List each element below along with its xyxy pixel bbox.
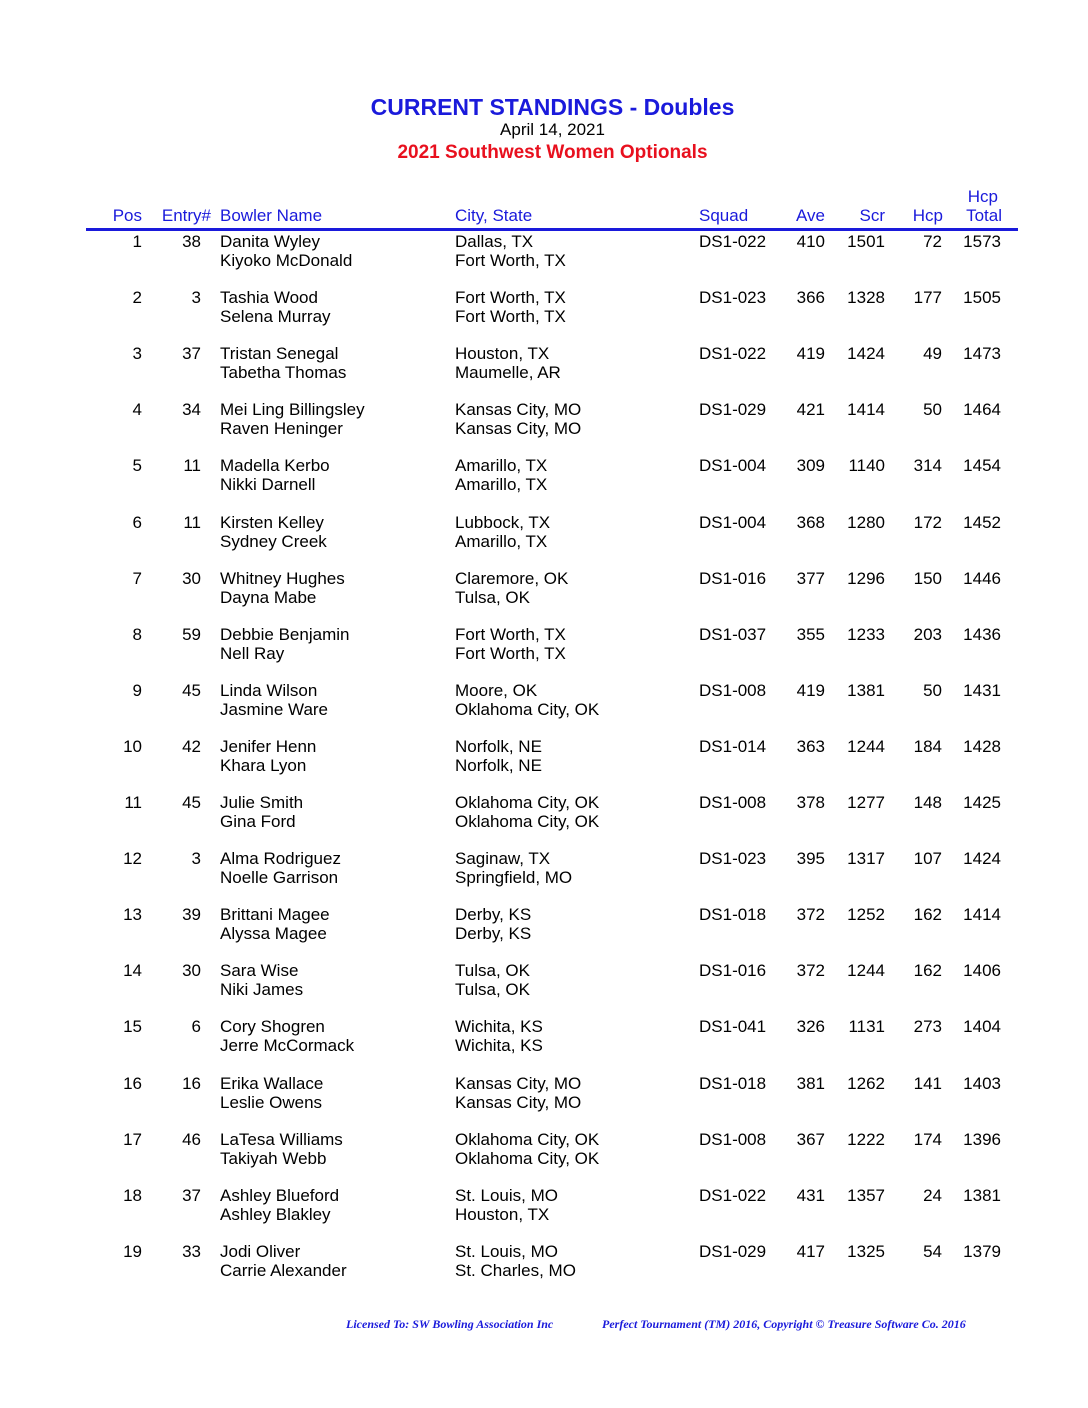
cell-city2: Kansas City, MO [455,1092,582,1112]
cell-total: 1414 [963,905,1001,925]
cell-ave: 366 [796,288,825,308]
cell-pos: 1 [132,232,142,251]
cell-bowler2: Kiyoko McDonald [220,251,353,270]
cell-hcp: 172 [913,512,942,532]
col-hcp-total: Total [966,206,1002,225]
cell-bowler1: Cory Shogren [220,1017,325,1037]
cell-squad: DS1-016 [699,568,767,588]
cell-entry: 59 [182,624,201,644]
cell-hcp: 177 [913,288,942,308]
cell-total: 1403 [963,1073,1001,1093]
cell-squad: DS1-004 [699,512,767,532]
cell-bowler2: Sydney Creek [220,531,327,551]
col-entry: Entry# [161,206,211,225]
cell-hcp: 203 [913,624,942,644]
cell-total: 1428 [963,736,1001,756]
col-scr: Scr [859,206,885,225]
cell-ave: 363 [796,736,825,756]
cell-hcp: 162 [913,905,942,925]
cell-scr: 1325 [847,1241,885,1261]
cell-entry: 42 [182,736,201,756]
cell-city1: Wichita, KS [455,1017,543,1037]
cell-ave: 417 [796,1241,825,1261]
cell-pos: 9 [132,680,142,700]
cell-entry: 11 [183,456,201,476]
cell-pos: 5 [132,456,142,476]
cell-scr: 1262 [847,1073,885,1093]
cell-city1: Saginaw, TX [455,849,551,869]
cell-bowler1: Jodi Oliver [220,1241,301,1261]
cell-total: 1436 [963,624,1001,644]
cell-pos: 16 [123,1073,142,1093]
cell-city2: Oklahoma City, OK [455,699,600,719]
cell-entry: 30 [182,961,201,981]
cell-squad: DS1-022 [699,1185,767,1205]
cell-hcp: 50 [923,400,942,420]
cell-entry: 38 [182,232,201,251]
cell-bowler2: Gina Ford [220,812,296,831]
cell-hcp: 273 [913,1017,942,1037]
cell-ave: 421 [796,400,825,420]
cell-pos: 15 [123,1017,142,1037]
cell-ave: 395 [796,849,825,869]
cell-scr: 1424 [847,344,885,364]
cell-entry: 30 [182,568,201,588]
cell-pos: 8 [132,624,142,644]
cell-total: 1425 [963,793,1001,812]
cell-hcp: 49 [923,344,942,364]
cell-city1: Dallas, TX [455,232,534,251]
cell-scr: 1244 [847,961,885,981]
cell-scr: 1140 [848,456,885,476]
cell-pos: 11 [124,793,142,812]
cell-entry: 33 [182,1241,201,1261]
cell-city2: Oklahoma City, OK [455,1148,600,1168]
cell-ave: 372 [796,905,825,925]
cell-scr: 1296 [847,568,885,588]
header-divider [86,228,1018,231]
cell-bowler2: Dayna Mabe [220,587,317,607]
cell-city2: Kansas City, MO [455,419,582,439]
cell-pos: 3 [132,344,142,364]
cell-city2: Amarillo, TX [455,475,548,495]
event-name: 2021 Southwest Women Optionals [397,142,708,163]
cell-scr: 1277 [847,793,885,812]
cell-squad: DS1-023 [699,288,767,308]
cell-ave: 326 [796,1017,825,1037]
cell-ave: 372 [796,961,825,981]
cell-bowler1: Jenifer Henn [220,736,317,756]
cell-pos: 2 [132,288,142,308]
col-squad: Squad [699,206,749,225]
cell-ave: 381 [796,1073,825,1093]
cell-entry: 45 [182,793,201,812]
cell-bowler2: Ashley Blakley [220,1204,331,1224]
cell-city1: Moore, OK [455,680,538,700]
cell-bowler1: Linda Wilson [220,680,318,700]
cell-entry: 6 [191,1017,201,1037]
cell-city1: Tulsa, OK [455,961,530,981]
cell-pos: 14 [123,961,142,981]
cell-squad: DS1-029 [699,1241,767,1261]
cell-squad: DS1-008 [699,680,767,700]
cell-scr: 1244 [847,736,885,756]
cell-scr: 1222 [847,1129,885,1149]
cell-city2: Springfield, MO [455,868,573,888]
cell-entry: 39 [182,905,201,925]
cell-scr: 1357 [847,1185,885,1205]
cell-ave: 309 [796,456,825,476]
col-pos: Pos [112,206,142,225]
cell-squad: DS1-016 [699,961,767,981]
cell-city1: Fort Worth, TX [455,288,566,308]
cell-total: 1452 [963,512,1001,532]
cell-city2: Fort Worth, TX [455,251,566,270]
cell-bowler1: Tashia Wood [220,288,318,308]
cell-bowler2: Jerre McCormack [220,1036,355,1056]
cell-pos: 4 [132,400,142,420]
cell-bowler2: Nell Ray [220,643,285,663]
cell-scr: 1414 [847,400,885,420]
cell-total: 1454 [963,456,1001,476]
cell-squad: DS1-004 [699,456,767,476]
cell-bowler2: Tabetha Thomas [220,363,347,383]
cell-bowler1: Debbie Benjamin [220,624,350,644]
cell-total: 1573 [963,232,1001,251]
cell-pos: 7 [132,568,142,588]
cell-scr: 1252 [847,905,885,925]
cell-hcp: 314 [913,456,942,476]
cell-scr: 1131 [848,1017,885,1037]
cell-total: 1464 [963,400,1001,420]
col-hcp-total-top: Hcp [967,187,998,206]
cell-scr: 1280 [847,512,885,532]
cell-city1: Kansas City, MO [455,1073,582,1093]
col-ave: Ave [796,206,825,225]
cell-city2: Maumelle, AR [455,363,561,383]
cell-scr: 1381 [847,680,885,700]
cell-entry: 34 [182,400,201,420]
cell-entry: 11 [183,512,201,532]
cell-ave: 419 [796,680,825,700]
footer-license: Licensed To: SW Bowling Association Inc [346,1317,554,1331]
cell-total: 1431 [963,680,1001,700]
cell-squad: DS1-029 [699,400,767,420]
cell-ave: 355 [796,624,825,644]
cell-squad: DS1-018 [699,1073,767,1093]
cell-city1: Kansas City, MO [455,400,582,420]
cell-city2: Fort Worth, TX [455,307,566,327]
cell-city2: St. Charles, MO [455,1260,576,1280]
cell-total: 1404 [963,1017,1001,1037]
cell-hcp: 162 [913,961,942,981]
cell-entry: 46 [182,1129,201,1149]
cell-ave: 431 [796,1185,825,1205]
cell-total: 1446 [963,568,1001,588]
cell-total: 1396 [963,1129,1001,1149]
cell-pos: 18 [123,1185,142,1205]
cell-pos: 10 [123,736,142,756]
cell-hcp: 107 [913,849,942,869]
cell-city1: Claremore, OK [455,568,569,588]
col-city: City, State [455,206,533,225]
cell-ave: 367 [796,1129,825,1149]
cell-bowler1: Whitney Hughes [220,568,345,588]
cell-bowler1: Danita Wyley [220,232,320,251]
cell-bowler2: Alyssa Magee [220,924,327,944]
cell-total: 1473 [963,344,1001,364]
cell-entry: 16 [182,1073,201,1093]
cell-total: 1381 [963,1185,1001,1205]
cell-bowler1: Alma Rodriguez [220,849,341,869]
cell-city1: Norfolk, NE [455,736,542,756]
cell-hcp: 141 [913,1073,942,1093]
cell-scr: 1317 [847,849,885,869]
cell-bowler1: Erika Wallace [220,1073,324,1093]
cell-squad: DS1-041 [699,1017,767,1037]
report-date: April 14, 2021 [500,120,605,139]
cell-ave: 378 [796,793,825,812]
cell-ave: 377 [796,568,825,588]
cell-bowler1: Julie Smith [220,793,304,812]
cell-squad: DS1-037 [699,624,767,644]
cell-total: 1406 [963,961,1001,981]
cell-bowler1: Kirsten Kelley [220,512,324,532]
cell-city2: Tulsa, OK [455,587,530,607]
cell-city1: Derby, KS [455,905,532,925]
cell-city1: St. Louis, MO [455,1185,558,1205]
cell-ave: 419 [796,344,825,364]
cell-bowler1: Sara Wise [220,961,299,981]
cell-hcp: 72 [923,232,942,251]
cell-squad: DS1-022 [699,344,767,364]
cell-bowler1: Ashley Blueford [220,1185,340,1205]
cell-city1: Fort Worth, TX [455,624,566,644]
cell-city2: Houston, TX [455,1204,550,1224]
cell-bowler1: Mei Ling Billingsley [220,400,365,420]
cell-city1: Oklahoma City, OK [455,1129,600,1149]
cell-city1: Lubbock, TX [455,512,551,532]
cell-squad: DS1-008 [699,793,767,812]
cell-city1: Houston, TX [455,344,550,364]
cell-city2: Wichita, KS [455,1036,543,1056]
cell-pos: 13 [123,905,142,925]
cell-bowler2: Noelle Garrison [220,868,339,888]
cell-entry: 37 [182,1185,201,1205]
cell-hcp: 174 [913,1129,942,1149]
cell-squad: DS1-023 [699,849,767,869]
col-bowler: Bowler Name [220,206,323,225]
footer-copyright: Perfect Tournament (TM) 2016, Copyright © Treasure Software Co. 2016 [602,1317,966,1331]
cell-squad: DS1-014 [699,736,767,756]
cell-city2: Oklahoma City, OK [455,812,600,831]
cell-bowler2: Jasmine Ware [220,699,329,719]
cell-ave: 368 [796,512,825,532]
cell-hcp: 24 [923,1185,942,1205]
cell-entry: 37 [182,344,201,364]
cell-hcp: 184 [913,736,942,756]
cell-bowler1: Brittani Magee [220,905,330,925]
cell-hcp: 54 [923,1241,942,1261]
cell-squad: DS1-008 [699,1129,767,1149]
cell-bowler2: Khara Lyon [220,755,307,775]
cell-city2: Fort Worth, TX [455,643,566,663]
cell-hcp: 148 [913,793,942,812]
cell-squad: DS1-018 [699,905,767,925]
cell-pos: 6 [132,512,142,532]
cell-total: 1424 [963,849,1001,869]
cell-city2: Amarillo, TX [455,531,548,551]
cell-bowler2: Raven Heninger [220,419,343,439]
cell-bowler1: LaTesa Williams [220,1129,343,1149]
col-hcp: Hcp [912,206,943,225]
cell-city1: Oklahoma City, OK [455,793,600,812]
cell-entry: 3 [191,288,201,308]
cell-city1: St. Louis, MO [455,1241,558,1261]
cell-squad: DS1-022 [699,232,767,251]
cell-entry: 3 [191,849,201,869]
cell-hcp: 150 [913,568,942,588]
cell-bowler2: Takiyah Webb [220,1148,327,1168]
cell-total: 1379 [963,1241,1001,1261]
cell-pos: 12 [123,849,142,869]
cell-bowler2: Nikki Darnell [220,475,316,495]
cell-city2: Norfolk, NE [455,755,542,775]
cell-scr: 1233 [847,624,885,644]
cell-bowler2: Selena Murray [220,307,331,327]
cell-bowler2: Niki James [220,980,304,1000]
cell-scr: 1328 [847,288,885,308]
cell-ave: 410 [796,232,825,251]
cell-total: 1505 [963,288,1001,308]
cell-bowler1: Madella Kerbo [220,456,330,476]
cell-city1: Amarillo, TX [455,456,548,476]
cell-scr: 1501 [847,232,885,251]
page-title: CURRENT STANDINGS - Doubles [370,94,735,120]
cell-city2: Derby, KS [455,924,532,944]
cell-bowler2: Leslie Owens [220,1092,323,1112]
cell-bowler1: Tristan Senegal [220,344,339,364]
cell-bowler2: Carrie Alexander [220,1260,347,1280]
cell-hcp: 50 [923,680,942,700]
cell-entry: 45 [182,680,201,700]
cell-pos: 19 [123,1241,142,1261]
cell-pos: 17 [123,1129,142,1149]
cell-city2: Tulsa, OK [455,980,530,1000]
